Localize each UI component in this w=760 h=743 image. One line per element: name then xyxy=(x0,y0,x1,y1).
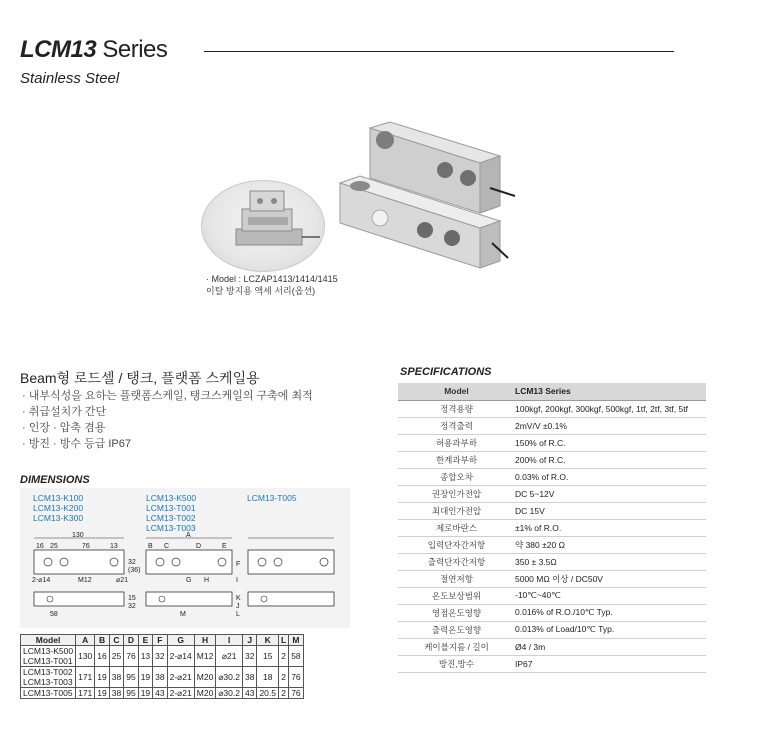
spec-row xyxy=(398,553,706,570)
value-cell: 20.5 xyxy=(257,688,279,699)
value-cell: ⌀21 xyxy=(216,646,243,667)
dim-32b: 32 xyxy=(128,603,136,610)
spec-value: 350 ± 3.5Ω xyxy=(515,553,706,570)
specifications-title: SPECIFICATIONS xyxy=(400,366,492,378)
specifications-table xyxy=(398,383,706,673)
dim-k: K xyxy=(236,595,241,602)
dim-32: 32 xyxy=(128,559,136,566)
dim-phi21: ⌀21 xyxy=(116,577,129,584)
spec-key: 정격용량 xyxy=(398,400,515,417)
dim-d: D xyxy=(196,543,202,550)
load-cell-photo xyxy=(330,118,530,278)
spec-key: 정격출력 xyxy=(398,417,515,434)
value-cell: 43 xyxy=(153,688,167,699)
value-cell: 25 xyxy=(109,646,123,667)
value-cell: 76 xyxy=(289,688,303,699)
dim-16: 16 xyxy=(36,543,44,550)
spec-row xyxy=(398,655,706,672)
table-row xyxy=(21,667,304,688)
value-cell: 76 xyxy=(289,667,303,688)
value-cell: 38 xyxy=(242,667,256,688)
value-cell: M20 xyxy=(194,667,216,688)
spec-value: Ø4 / 3m xyxy=(515,638,706,655)
value-cell: 171 xyxy=(76,688,95,699)
spec-row xyxy=(398,502,706,519)
value-cell: 15 xyxy=(257,646,279,667)
spec-row xyxy=(398,451,706,468)
spec-row xyxy=(398,570,706,587)
spec-key: 영점온도영향 xyxy=(398,604,515,621)
spec-key: 종합오차 xyxy=(398,468,515,485)
spec-row xyxy=(398,587,706,604)
spec-key: 출력온도영향 xyxy=(398,621,515,638)
value-cell: 95 xyxy=(124,667,138,688)
dim-130: 130 xyxy=(72,532,84,539)
value-cell: 38 xyxy=(153,667,167,688)
feature-item: · 취급설치가 간단 xyxy=(22,404,313,420)
dim-76: 76 xyxy=(82,543,90,550)
spec-value: 200% of R.C. xyxy=(515,451,706,468)
spec-row xyxy=(398,417,706,434)
value-cell: 32 xyxy=(242,646,256,667)
value-cell: 2-⌀14 xyxy=(167,646,194,667)
spec-value: ±1% of R.O. xyxy=(515,519,706,536)
dim-j: J xyxy=(236,603,240,610)
value-cell: 76 xyxy=(124,646,138,667)
feature-item: · 인장 · 압축 겸용 xyxy=(22,420,313,436)
dimension-table xyxy=(20,634,304,699)
accessory-illustration xyxy=(202,181,326,273)
spec-value: 150% of R.C. xyxy=(515,434,706,451)
dim-m: M xyxy=(180,611,186,618)
subtitle: Stainless Steel xyxy=(20,70,120,87)
page-title: LCM13 Series xyxy=(20,36,168,63)
spec-key: 권장인가전압 xyxy=(398,485,515,502)
intro-title: Beam형 로드셀 / 탱크, 플랫폼 스케일용 xyxy=(20,370,260,386)
spec-value: 0.013% of Load/10℃ Typ. xyxy=(515,621,706,638)
feature-item: · 내부식성을 요하는 플랫폼스케일, 탱크스케일의 구축에 최적 xyxy=(22,388,313,404)
technical-drawings xyxy=(20,530,350,628)
spec-key: 입력단자간저항 xyxy=(398,536,515,553)
value-cell: 19 xyxy=(95,667,109,688)
feature-list xyxy=(22,388,313,452)
value-cell: 2-⌀21 xyxy=(167,688,194,699)
value-cell: 95 xyxy=(124,688,138,699)
dim-58: 58 xyxy=(50,611,58,618)
spec-value: 5000 MΩ 이상 / DC50V xyxy=(515,570,706,587)
value-cell: 130 xyxy=(76,646,95,667)
spec-value: -10℃~40℃ xyxy=(515,587,706,604)
model-cell: LCM13-T005 xyxy=(21,688,76,699)
value-cell: 19 xyxy=(95,688,109,699)
title-rule xyxy=(204,51,674,52)
value-cell: ⌀30.2 xyxy=(216,688,243,699)
dimensions-title: DIMENSIONS xyxy=(20,474,90,486)
spec-value: DC 15V xyxy=(515,502,706,519)
model-group-3: LCM13-T005 xyxy=(247,493,297,503)
spec-row xyxy=(398,536,706,553)
dim-e: E xyxy=(222,543,227,550)
table-row xyxy=(21,646,304,667)
spec-key: 출력단자간저항 xyxy=(398,553,515,570)
spec-key: 케이블지름 / 길이 xyxy=(398,638,515,655)
spec-header-row: Model LCM13 Series xyxy=(398,383,706,400)
dim-f: F xyxy=(236,561,241,568)
spec-row xyxy=(398,621,706,638)
caption-note: 이탈 방지용 액세 서리(옵션) xyxy=(206,286,316,296)
value-cell: 16 xyxy=(95,646,109,667)
value-cell: M20 xyxy=(194,688,216,699)
value-cell: ⌀30.2 xyxy=(216,667,243,688)
dimension-table-header: Model A B C D E F G H I J K L M xyxy=(21,635,304,646)
model-group-1: LCM13-K100 LCM13-K200 LCM13-K300 xyxy=(33,493,84,523)
dim-g: G xyxy=(186,577,192,584)
dim-i: I xyxy=(236,577,238,584)
spec-key: 온도보상범위 xyxy=(398,587,515,604)
spec-key: 방진,방수 xyxy=(398,655,515,672)
spec-row xyxy=(398,468,706,485)
spec-key: 허용과부하 xyxy=(398,434,515,451)
spec-value: 약 380 ±20 Ω xyxy=(515,536,706,553)
spec-key: 최대인가전압 xyxy=(398,502,515,519)
value-cell: 38 xyxy=(109,667,123,688)
spec-value: IP67 xyxy=(515,655,706,672)
feature-item: · 방진 · 방수 등급 IP67 xyxy=(22,436,313,452)
value-cell: 19 xyxy=(138,688,152,699)
spec-value: 0.016% of R.O./10℃ Typ. xyxy=(515,604,706,621)
model-group-2: LCM13-K500 LCM13-T001 LCM13-T002 LCM13-T003 xyxy=(146,493,197,533)
spec-row xyxy=(398,638,706,655)
value-cell: 19 xyxy=(138,667,152,688)
value-cell: 2-⌀21 xyxy=(167,667,194,688)
value-cell: M12 xyxy=(194,646,216,667)
caption-model: · Model : LCZAP1413/1414/1415 xyxy=(206,274,338,284)
dim-15: 15 xyxy=(128,595,136,602)
spec-key: 한계과부하 xyxy=(398,451,515,468)
spec-row xyxy=(398,485,706,502)
dim-13: 13 xyxy=(110,543,118,550)
value-cell: 43 xyxy=(242,688,256,699)
spec-value: DC 5~12V xyxy=(515,485,706,502)
value-cell: 2 xyxy=(279,688,289,699)
value-cell: 58 xyxy=(289,646,303,667)
value-cell: 2 xyxy=(279,646,289,667)
dim-a: A xyxy=(186,532,191,539)
dim-2phi14: 2-⌀14 xyxy=(32,577,51,584)
value-cell: 18 xyxy=(257,667,279,688)
photo-caption xyxy=(206,273,338,297)
spec-key: 제로바란스 xyxy=(398,519,515,536)
spec-row xyxy=(398,434,706,451)
dim-l: L xyxy=(236,611,240,618)
value-cell: 13 xyxy=(138,646,152,667)
spec-value: 2mV/V ±0.1% xyxy=(515,417,706,434)
spec-value: 100kgf, 200kgf, 300kgf, 500kgf, 1tf, 2tf, 3tf, 5tf xyxy=(515,400,706,417)
value-cell: 2 xyxy=(279,667,289,688)
model-cell: LCM13-T002 LCM13-T003 xyxy=(21,667,76,688)
table-row xyxy=(21,688,304,699)
dim-m12: M12 xyxy=(78,577,92,584)
spec-row xyxy=(398,519,706,536)
dim-c: C xyxy=(164,543,170,550)
value-cell: 171 xyxy=(76,667,95,688)
dim-36: (36) xyxy=(128,567,141,574)
dim-h: H xyxy=(204,577,210,584)
spec-value: 0.03% of R.O. xyxy=(515,468,706,485)
accessory-photo xyxy=(201,180,325,272)
dim-b: B xyxy=(148,543,153,550)
dim-25: 25 xyxy=(50,543,58,550)
value-cell: 38 xyxy=(109,688,123,699)
value-cell: 32 xyxy=(153,646,167,667)
spec-row xyxy=(398,604,706,621)
spec-row xyxy=(398,400,706,417)
spec-key: 절연저항 xyxy=(398,570,515,587)
model-cell: LCM13-K500 LCM13-T001 xyxy=(21,646,76,667)
